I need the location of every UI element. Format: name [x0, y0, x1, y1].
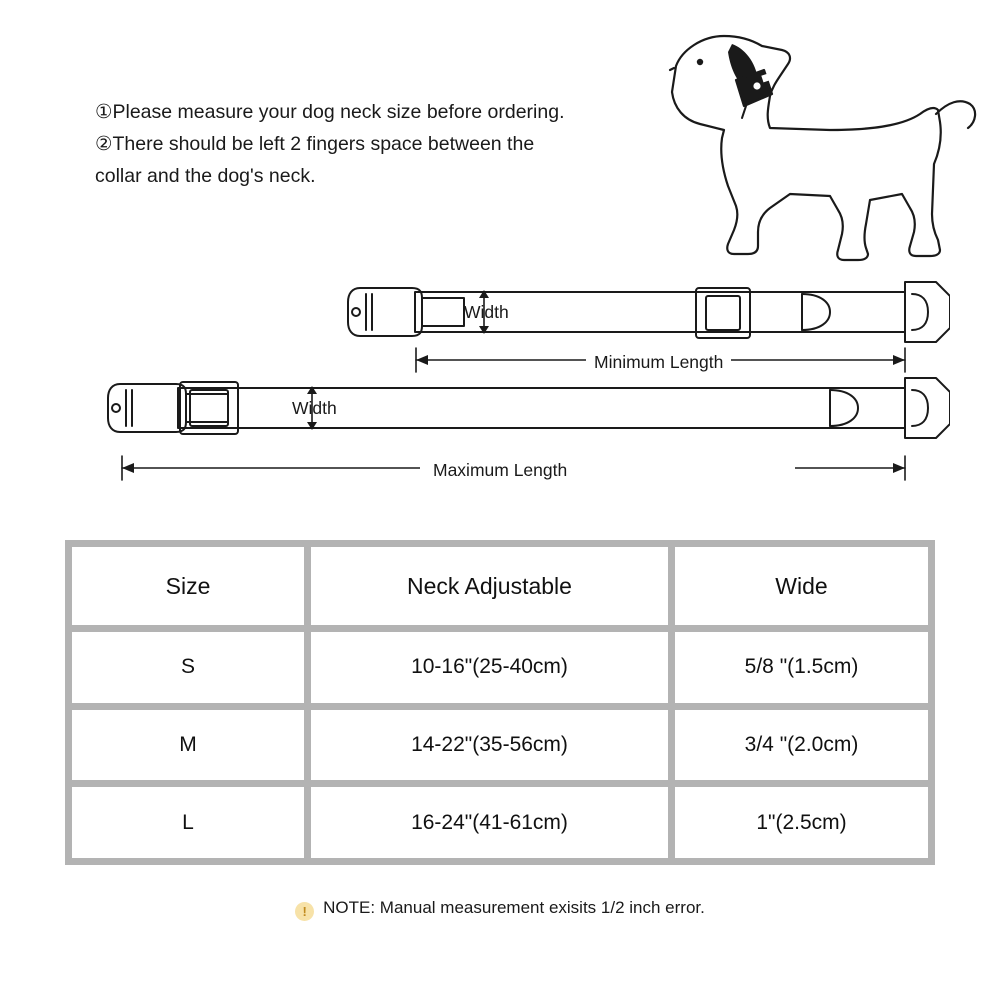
dog-side-view-icon — [640, 18, 980, 268]
width-label-bottom: Width — [292, 398, 337, 418]
table-cell-wide: 3/4 "(2.0cm) — [675, 710, 928, 781]
warning-icon: ! — [295, 902, 314, 921]
table-cell-neck: 14-22"(35-56cm) — [311, 710, 668, 781]
table-header-size: Size — [72, 547, 304, 625]
table-header-neck-adjustable: Neck Adjustable — [311, 547, 668, 625]
instructions-block — [95, 96, 695, 192]
table-cell-wide: 5/8 "(1.5cm) — [675, 632, 928, 703]
table-cell-neck: 10-16"(25-40cm) — [311, 632, 668, 703]
table-header-row — [72, 547, 928, 625]
instruction-line-2: ②There should be left 2 fingers space between the — [95, 133, 535, 155]
instruction-line-3: collar and the dog's neck. — [95, 165, 316, 187]
table-cell-size: S — [72, 632, 304, 703]
note-text: NOTE: Manual measurement exisits 1/2 inch error. — [323, 898, 705, 917]
size-chart-table — [65, 540, 935, 865]
table-cell-size: L — [72, 787, 304, 858]
maximum-length-label: Maximum Length — [425, 460, 575, 481]
minimum-length-label: Minimum Length — [586, 352, 731, 373]
table-cell-size: M — [72, 710, 304, 781]
table-row — [72, 632, 928, 703]
table-row — [72, 787, 928, 858]
table-header-wide: Wide — [675, 547, 928, 625]
collar-diagrams — [60, 270, 950, 500]
dog-illustration — [640, 18, 980, 268]
table-cell-wide: 1"(2.5cm) — [675, 787, 928, 858]
table-cell-neck: 16-24"(41-61cm) — [311, 787, 668, 858]
instruction-line-1: ①Please measure your dog neck size before ordering. — [95, 101, 565, 123]
table-row — [72, 710, 928, 781]
note-row — [0, 898, 1000, 921]
width-label-top: Width — [464, 302, 509, 322]
